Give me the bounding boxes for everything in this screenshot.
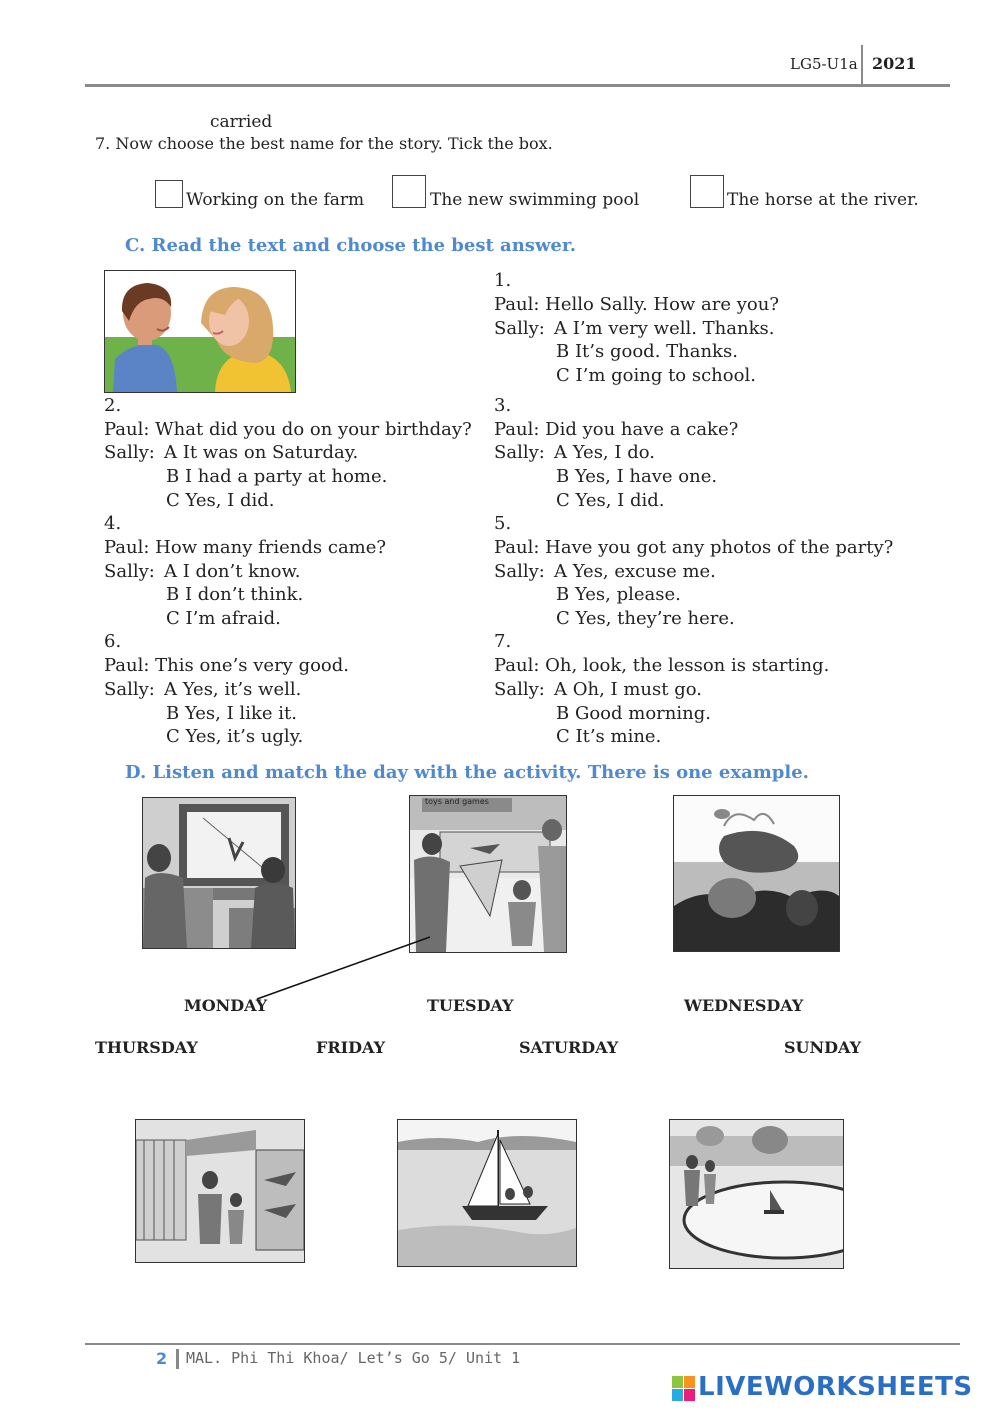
day-friday[interactable]: FRIDAY [316, 1038, 386, 1057]
park-pond-picture [669, 1119, 844, 1269]
leftover-word: carried [210, 112, 273, 132]
q4-option-c[interactable]: C I’m afraid. [166, 608, 281, 629]
page-number: 2 [156, 1349, 168, 1368]
sailing-picture [397, 1119, 577, 1267]
option-label-2: The new swimming pool [430, 190, 640, 210]
header-code: LG5-U1a [790, 55, 858, 73]
brand-name[interactable]: LIVEWORKSHEETS [698, 1372, 973, 1402]
q4-question: Paul: How many friends came? [104, 537, 387, 558]
q2-option-c[interactable]: C Yes, I did. [166, 490, 275, 511]
q6-question: Paul: This one’s very good. [104, 655, 350, 676]
day-wednesday[interactable]: WEDNESDAY [684, 996, 804, 1015]
q2-option-a[interactable]: A It was on Saturday. [164, 442, 359, 463]
paul-sally-picture [104, 270, 296, 393]
q1-option-b[interactable]: B It’s good. Thanks. [556, 341, 738, 362]
q4-option-b[interactable]: B I don’t think. [166, 584, 304, 605]
tick-box-3[interactable] [690, 175, 724, 208]
q7-number: 7. [494, 631, 512, 652]
toy-shop-picture [409, 795, 567, 953]
q6-option-a[interactable]: A Yes, it’s well. [164, 679, 302, 700]
header-rule [85, 84, 950, 87]
aquarium-picture [135, 1119, 305, 1263]
q3-option-b[interactable]: B Yes, I have one. [556, 466, 718, 487]
q5-option-c[interactable]: C Yes, they’re here. [556, 608, 735, 629]
shop-sign: toys and games [425, 797, 489, 806]
q7-option-c[interactable]: C It’s mine. [556, 726, 662, 747]
q5-question: Paul: Have you got any photos of the party? [494, 537, 894, 558]
q2-question: Paul: What did you do on your birthday? [104, 419, 472, 440]
option-label-3: The horse at the river. [727, 190, 919, 210]
q7-question: Paul: Oh, look, the lesson is starting. [494, 655, 830, 676]
section-d-title: D. Listen and match the day with the activity. There is one example. [125, 762, 809, 783]
q6-number: 6. [104, 631, 122, 652]
q2-number: 2. [104, 395, 122, 416]
q7-prompt: 7. Now choose the best name for the story. Tick the box. [95, 134, 553, 153]
tv-watching-picture [142, 797, 296, 949]
tick-box-2[interactable] [392, 175, 426, 208]
q1-option-a[interactable]: A I’m very well. Thanks. [554, 318, 775, 339]
example-match-line [255, 933, 435, 1003]
q1-sally: Sally: [494, 318, 545, 339]
q1-option-c[interactable]: C I’m going to school. [556, 365, 756, 386]
q5-option-b[interactable]: B Yes, please. [556, 584, 681, 605]
whale-show-picture [673, 795, 840, 952]
q3-number: 3. [494, 395, 512, 416]
q6-option-c[interactable]: C Yes, it’s ugly. [166, 726, 304, 747]
q4-option-a[interactable]: A I don’t know. [164, 561, 301, 582]
q6-option-b[interactable]: B Yes, I like it. [166, 703, 297, 724]
q2-option-b[interactable]: B I had a party at home. [166, 466, 388, 487]
q3-option-a[interactable]: A Yes, I do. [554, 442, 655, 463]
q4-sally: Sally: [104, 561, 155, 582]
q7-sally: Sally: [494, 679, 545, 700]
day-thursday[interactable]: THURSDAY [95, 1038, 198, 1057]
q5-sally: Sally: [494, 561, 545, 582]
footer-credit: MAL. Phi Thi Khoa/ Let’s Go 5/ Unit 1 [186, 1349, 521, 1367]
footer-separator [176, 1349, 179, 1369]
tick-box-1[interactable] [155, 180, 183, 208]
header-year: 2021 [872, 54, 917, 73]
header-separator [861, 45, 863, 85]
q2-sally: Sally: [104, 442, 155, 463]
q1-question: Paul: Hello Sally. How are you? [494, 294, 780, 315]
q3-sally: Sally: [494, 442, 545, 463]
section-c-title: C. Read the text and choose the best answer. [125, 235, 576, 256]
q3-option-c[interactable]: C Yes, I did. [556, 490, 665, 511]
day-sunday[interactable]: SUNDAY [784, 1038, 862, 1057]
day-saturday[interactable]: SATURDAY [519, 1038, 619, 1057]
footer-rule [85, 1343, 960, 1345]
q4-number: 4. [104, 513, 122, 534]
q7-option-b[interactable]: B Good morning. [556, 703, 711, 724]
q3-question: Paul: Did you have a cake? [494, 419, 739, 440]
day-monday[interactable]: MONDAY [184, 996, 268, 1015]
option-label-1: Working on the farm [186, 190, 365, 210]
day-tuesday[interactable]: TUESDAY [427, 996, 514, 1015]
q5-number: 5. [494, 513, 512, 534]
q6-sally: Sally: [104, 679, 155, 700]
q5-option-a[interactable]: A Yes, excuse me. [554, 561, 716, 582]
liveworksheets-logo-icon [672, 1376, 696, 1402]
q7-option-a[interactable]: A Oh, I must go. [554, 679, 702, 700]
q1-number: 1. [494, 270, 512, 291]
